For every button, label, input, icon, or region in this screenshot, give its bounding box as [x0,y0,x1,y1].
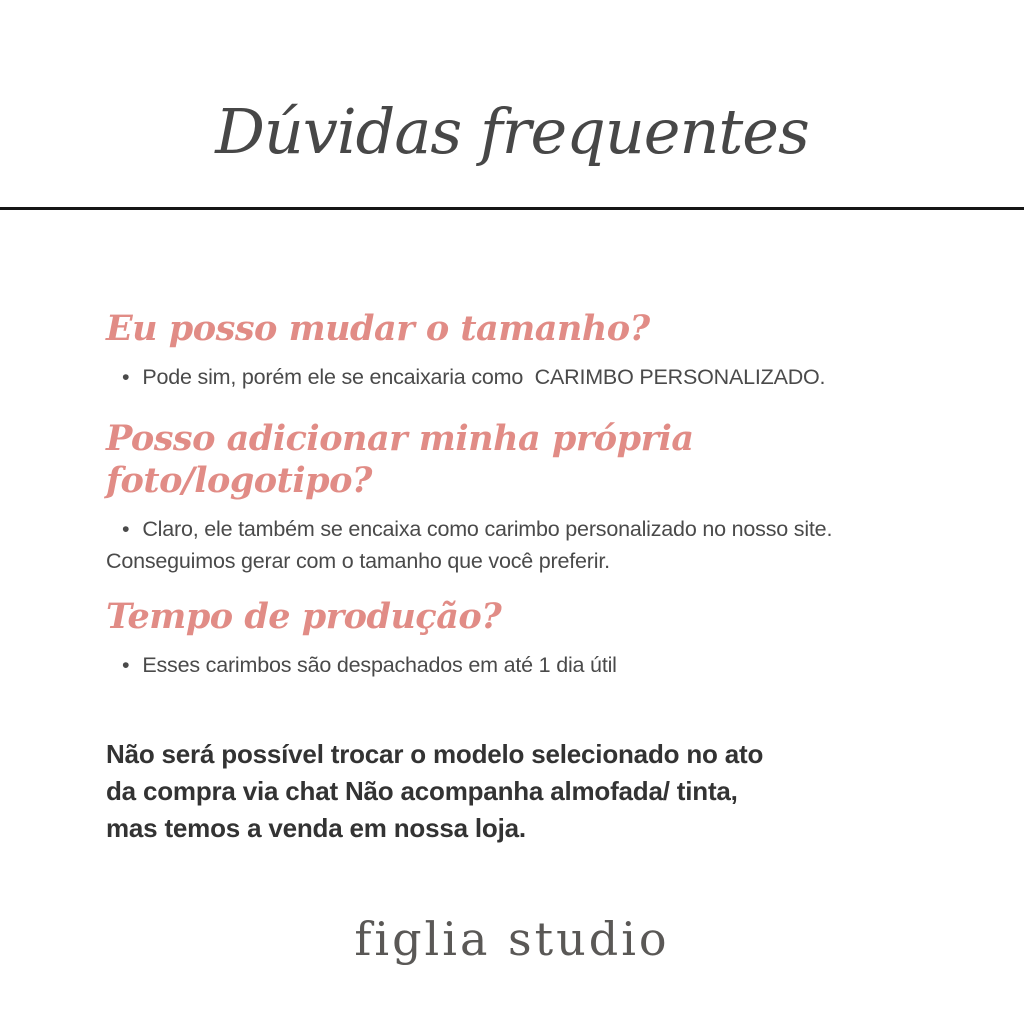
faq-answer-text: Esses carimbos são despachados em até 1 dia útil [142,653,617,678]
notice-text [106,736,928,848]
faq-section-production-time [106,596,928,680]
faq-answer [106,652,928,680]
faq-answer-text: Claro, ele também se encaixa como carimbo personalizado no nosso site. [142,517,833,542]
notice-line: Não será possível trocar o modelo selecionado no ato [106,739,764,770]
faq-answer [106,516,928,544]
faq-answer-continuation: Conseguimos gerar com o tamanho que você preferir. [106,549,610,574]
notice-line: da compra via chat Não acompanha almofada/ tinta, [106,776,738,807]
faq-answer-text: Pode sim, porém ele se encaixaria como CARIMBO PERSONALIZADO. [142,365,826,390]
faq-question: Eu posso mudar o tamanho? [106,308,650,350]
bullet-icon: • [122,517,130,542]
faq-question: Tempo de produção? [106,596,502,638]
faq-section-size [106,308,928,392]
faq-section-logo [106,418,928,576]
bullet-icon: • [122,365,130,390]
faq-content [0,308,1024,847]
notice-line: mas temos a venda em nossa loja. [106,813,526,844]
faq-question: Posso adicionar minha própria foto/logotipo? [106,418,694,502]
faq-answer [106,364,928,392]
page-title: Dúvidas frequentes [215,95,809,168]
divider [0,207,1024,210]
bullet-icon: • [122,653,130,678]
brand-logo: figlia studio [354,911,670,966]
